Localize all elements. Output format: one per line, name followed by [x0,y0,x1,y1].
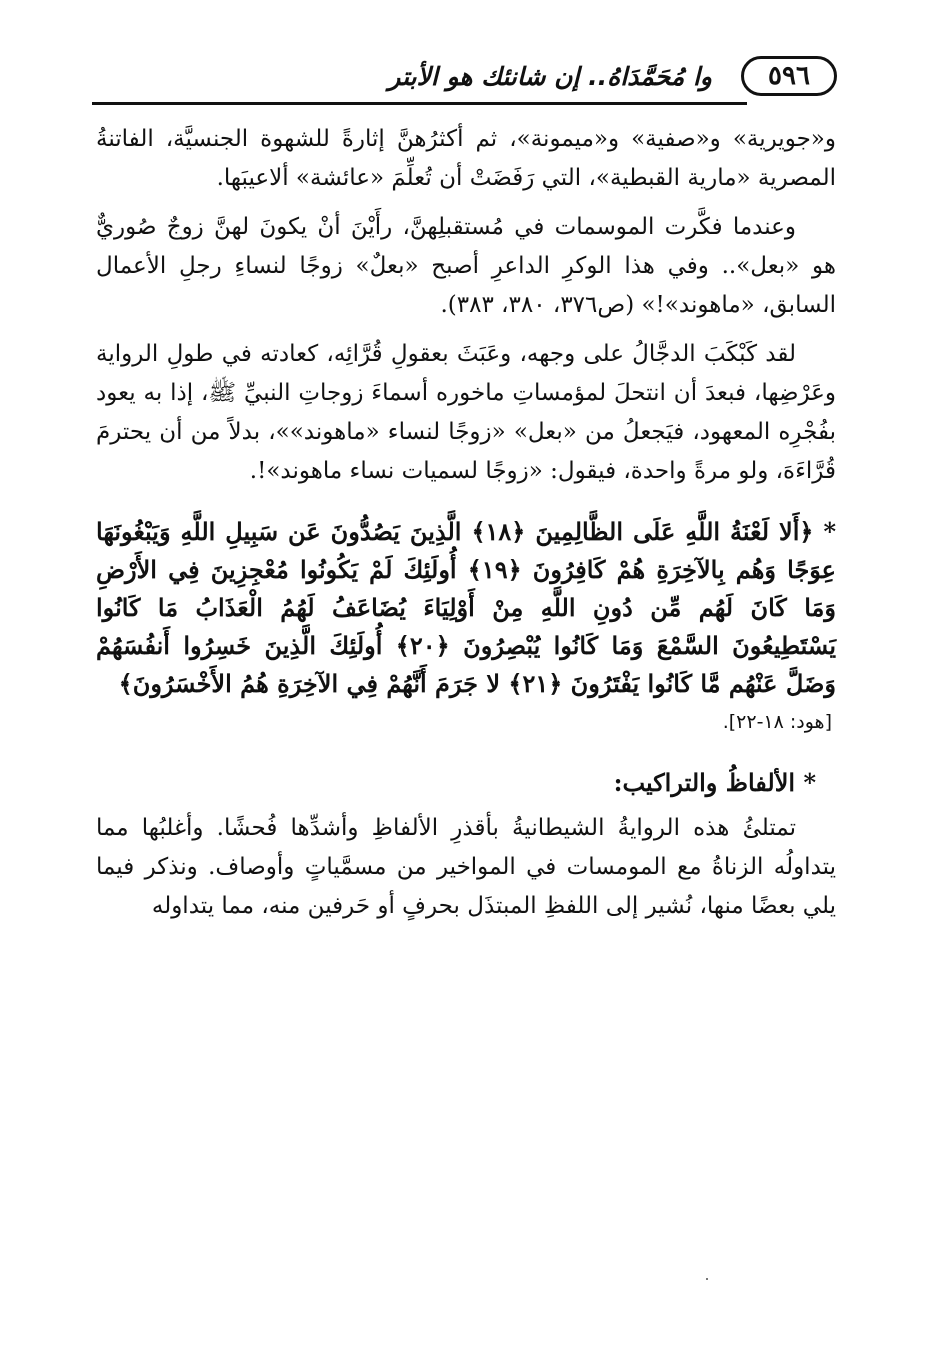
running-title: وا مُحَمَّدَاهُ.. إن شانئك هو الأبتر [388,62,712,91]
paragraph-1: و«جويرية» و«صفية» و«ميمونة»، ثم أكثرُهنَّ إثارةً للشهوة الجنسيَّة، الفاتنةُ المصرية «مارية القبطية»، التي رَفَضَتْ أن تُعلِّمَ «عائشة» ألاعيبَها. [96,126,836,191]
section-star-icon: * [803,768,816,797]
page-number: ٥٩٦ [741,56,837,96]
paragraph-2: وعندما فكَّرت الموسمات في مُستقبلِهنَّ، رأَيْنَ أنْ يكونَ لهنَّ زوجٌ صُوريٌّ هو «بعل».. وفي هذا الوكرِ الداعرِ أصبح «بعلٌ» زوجًا لنساءِ رجلِ الأعمال السابق، «ماهوند»!» (ص٣٧٦، ٣٨٠، ٣٨٣). [96,214,837,318]
quran-reference: [هود: ١٨-٢٢]. [722,711,832,733]
quran-quote [96,513,836,703]
section-heading [96,763,836,803]
scan-dot [706,1278,708,1280]
section-heading-text: الألفاظُ والتراكيب: [613,768,796,797]
quran-text: ﴿أَلا لَعْنَةُ اللَّهِ عَلَى الظَّالِمِينَ ﴿١٨﴾ الَّذِينَ يَصُدُّونَ عَن سَبِيلِ اللَّهِ وَيَبْغُونَهَا عِوَجًا وَهُم بِالآخِرَةِ هُمْ كَافِرُونَ ﴿١٩﴾ أُولَئِكَ لَمْ يَكُونُوا مُعْجِزِينَ فِي الأَرْضِ وَمَا كَانَ لَهُم مِّن دُونِ اللَّهِ مِنْ أَوْلِيَاءَ يُضَاعَفُ لَهُمُ الْعَذَابُ مَا كَانُوا يَسْتَطِيعُونَ السَّمْعَ وَمَا كَانُوا يُبْصِرُونَ ﴿٢٠﴾ أُولَئِكَ الَّذِينَ خَسِرُوا أَنفُسَهُمْ وَضَلَّ عَنْهُم مَّا كَانُوا يَفْتَرُونَ ﴿٢١﴾ لا جَرَمَ أَنَّهُمْ فِي الآخِرَةِ هُمُ الأَخْسَرُونَ﴾ [96,517,836,698]
quran-star-icon: * [823,517,837,546]
paragraph-3: لقد كَبْكَبَ الدجَّالُ على وجهه، وعَبَثَ بعقولِ قُرَّائِه، كعادته في طولِ الرواية وعَرْضِها، فبعدَ أن انتحلَ لمؤمساتِ ماخوره أسماءَ زوجاتِ النبيِّ ﷺ، إذا به يعود بفُجْرِه المعهود، فيَجعلُ من «بعل» «زوجًا لنساء «ماهوند»»، بدلاً من أن يحترمَ قُرَّاءَهَ، ولو مرةً واحدة، فيقول: «زوجًا لسميات نساء ماهوند»!. [96,341,836,484]
page-header [92,52,837,108]
section-paragraph: تمتلئُ هذه الروايةُ الشيطانيةُ بأقذرِ الألفاظِ وأشدِّها فُحشًا. وأغلبُها مما يتداولُه الزناةُ مع المومسات في المواخير من مسمَّياتٍ وأوصاف. ونذكر فيما يلي بعضًا منها، نُشير إلى اللفظِ المبتذَل بحرفٍ أو حَرفين منه، مما يتداوله [96,815,836,919]
header-rule [92,102,747,105]
page-body [96,120,836,936]
